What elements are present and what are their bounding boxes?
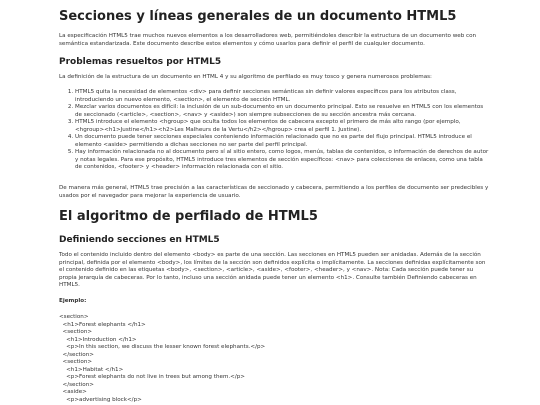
list-item: 5. Hay información relacionada no al documento pero sí al sitio entero, como logos, menús, tablas de contenidos, o información de derechos de autor y notas legales. Para ese propósito, HTML5 introduce tres elementos de sección específicos: <nav> para colecciones de enlaces, como una tabla de contenidos, <footer> y <header> información relacionada con el sitio.	[75, 149, 491, 172]
section1-lead: La definición de la estructura de un documento en HTML 4 y su algoritmo de perfilado es muy tosco y genera numerosos problemas:	[59, 74, 432, 80]
code-line: <section>	[59, 359, 93, 365]
example-label: Ejemplo:	[59, 298, 87, 304]
code-line: <h1>Forest elephants </h1>	[59, 321, 146, 328]
page-title: Secciones y líneas generales de un documento HTML5	[59, 9, 457, 24]
code-line: <section>	[59, 329, 93, 335]
problems-list	[59, 89, 491, 172]
list-item: 4. Un documento puede tener secciones especiales conteniendo información relacionado que no es parte del flujo principal. HTML5 introduce el elemento <aside> permitiendo a dichas secciones no ser parte del perfil principal.	[75, 134, 491, 149]
list-item: 3. HTML5 introduce el elemento <hgroup> que oculta todos los elementos de cabecera excepto el primero de más alto rango (por ejemplo, <hgroup><h1>Justine</h1><h2>Les Malheurs de la Vertu</h2></hgroup> crea el perfil 1. Justine).	[75, 119, 491, 134]
code-line: </section>	[59, 351, 94, 358]
section2-heading: El algoritmo de perfilado de HTML5	[59, 209, 318, 224]
code-line: <h1>Habitat </h1>	[59, 366, 124, 373]
list-item: 1. HTML5 quita la necesidad de elementos <div> para definir secciones semánticas sin definir valores específicos para los atributos class, introduciendo un nuevo elemento, <section>, el elemento de sección HTML.	[75, 89, 491, 104]
section1-heading: Problemas resueltos por HTML5	[59, 57, 222, 67]
code-line: <aside>	[59, 389, 87, 395]
code-line: </section>	[59, 381, 94, 388]
list-item: 2. Mezclar varios documentos es difícil: la inclusión de un sub-documento en un documento principal. Esto se resuelve en HTML5 con los elementos de seccionado (<article>, <section>, <nav> y <aside>) son siempre subsecciones de su sección ancestra más cercana.	[75, 104, 491, 119]
code-line: <p>advertising block</p>	[59, 396, 142, 403]
code-line: <p>In this section, we discuss the lesser known forest elephants.</p>	[59, 344, 266, 350]
code-line: <section>	[59, 314, 89, 320]
code-line: <p>Forest elephants do not live in trees but among them.</p>	[59, 374, 245, 380]
subsection-paragraph: Todo el contenido incluido dentro del elemento <body> es parte de una sección. Las secciones en HTML5 pueden ser anidadas. Además de la sección principal, definida por el elemento <body>, los límites de la sección son definidos explícita o implícitamente. La secciones definidas explícitamente son el contenido definido en las etiquetas <body>, <section>, <article>, <aside>, <footer>, <header>, y <nav>. Nota: Cada sección puede tener su propia jerarquía de cabeceras. Por lo tanto, incluso una sección anidada puede tener un elemento <h1>. Consulte también Definiendo cabeceras en HTML5.	[59, 252, 486, 288]
subsection-heading: Definiendo secciones en HTML5	[59, 235, 220, 245]
intro-paragraph: La especificación HTML5 trae muchos nuevos elementos a los desarrolladores web, permitiéndoles describir la estructura de un documento web con semántica estandarizada. Este documento describe estos elementos y cómo usarlos para definir el perfil de cualquier documento.	[59, 33, 477, 47]
section1-closing: De manera más general, HTML5 trae precisión a las características de seccionado y cabecera, permitiendo a los perfiles de documento ser predecibles y usados por el navegador para mejorar la experiencia de usuario.	[59, 185, 489, 199]
code-line: <h1>Introduction </h1>	[59, 336, 137, 343]
code-example	[59, 314, 491, 404]
